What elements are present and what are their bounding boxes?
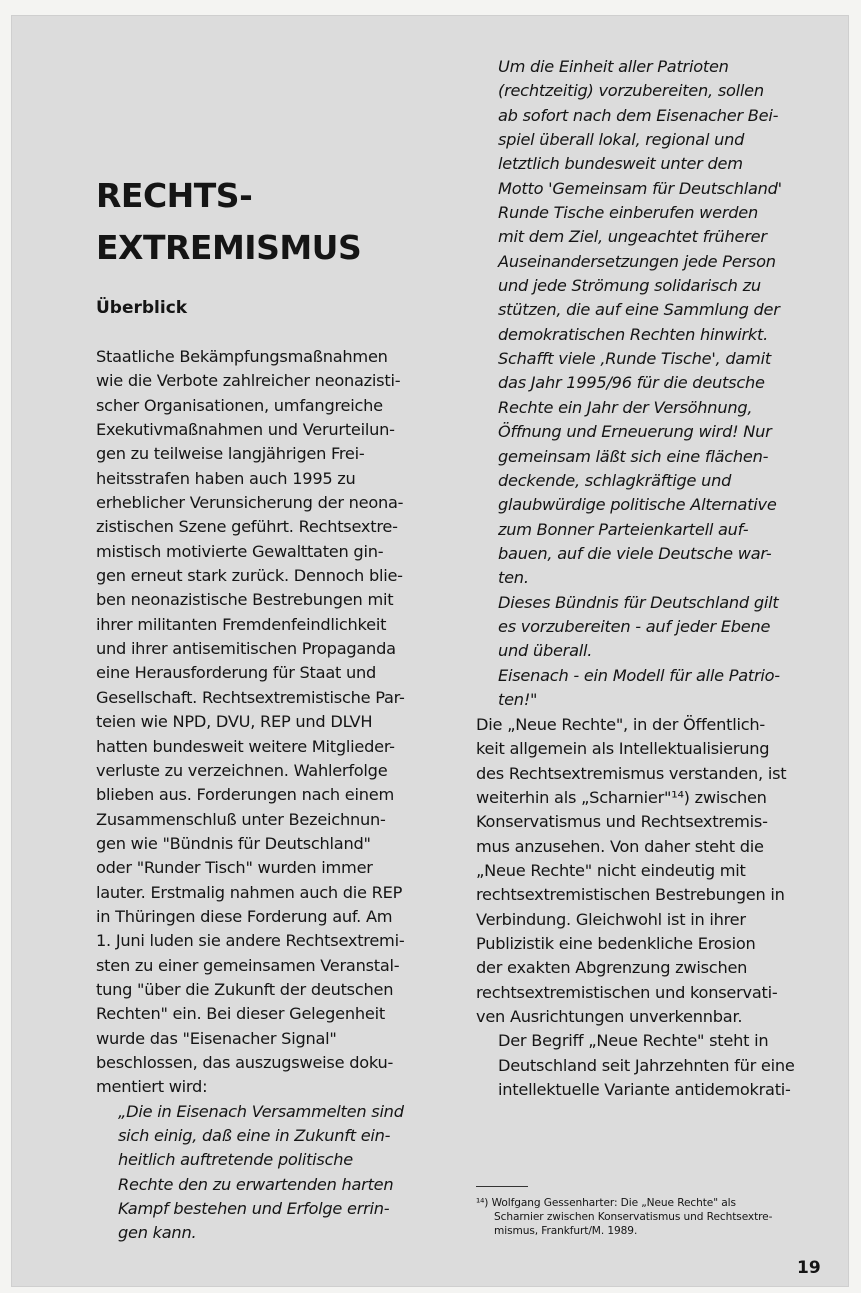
- text-line: mentiert wird:: [96, 1077, 208, 1097]
- text-line: Gesellschaft. Rechtsextremistische Par-: [96, 687, 405, 707]
- footnote-line-text: Wolfgang Gessenharter: Die „Neue Rechte" als: [491, 1197, 736, 1209]
- footnote-text: [476, 1196, 821, 1238]
- text-line: ab sofort nach dem Eisenacher Bei-: [498, 105, 779, 125]
- text-line: „Neue Rechte" nicht eindeutig mit: [476, 861, 746, 881]
- text-line: Der Begriff „Neue Rechte" steht in: [498, 1031, 769, 1051]
- text-line: Öffnung und Erneuerung wird! Nur: [498, 422, 772, 442]
- section-heading: Überblick: [96, 298, 188, 318]
- text-line: ihrer militanten Fremdenfeindlichkeit: [96, 614, 387, 634]
- text-line: heitlich auftretende politische: [118, 1150, 353, 1170]
- text-line: weiterhin als „Scharnier"¹⁴) zwischen: [476, 788, 767, 808]
- text-line: es vorzubereiten - auf jeder Ebene: [498, 616, 771, 636]
- text-line: der exakten Abgrenzung zwischen: [476, 958, 748, 978]
- text-line: Staatliche Bekämpfungsmaßnahmen: [96, 347, 388, 366]
- text-line: mistisch motivierte Gewalttaten gin-: [96, 541, 384, 561]
- text-line: letztlich bundesweit unter dem: [498, 154, 743, 174]
- text-line: gen erneut stark zurück. Dennoch blie-: [96, 566, 403, 586]
- text-line: gen kann.: [118, 1223, 197, 1243]
- text-line: demokratischen Rechten hinwirkt.: [498, 324, 769, 344]
- text-line: Auseinandersetzungen jede Person: [498, 251, 776, 271]
- text-line: rechtsextremistischen Bestrebungen in: [476, 885, 785, 905]
- text-line: und überall.: [498, 641, 593, 661]
- text-line: spiel überall lokal, regional und: [498, 130, 745, 150]
- text-line: intellektuelle Variante antidemokrati-: [498, 1080, 791, 1100]
- text-line: Kampf bestehen und Erfolge errin-: [118, 1199, 390, 1219]
- text-line: Zusammenschluß unter Bezeichnun-: [96, 809, 386, 829]
- text-line: Exekutivmaßnahmen und Verurteilun-: [96, 420, 395, 440]
- text-line: sich einig, daß eine in Zukunft ein-: [118, 1126, 391, 1145]
- text-line: rechtsextremistischen und konservati-: [476, 982, 778, 1002]
- text-line: bauen, auf die viele Deutsche war-: [498, 543, 772, 563]
- page-number: 19: [797, 1258, 821, 1278]
- text-line: und ihrer antisemitischen Propaganda: [96, 639, 396, 659]
- text-line: scher Organisationen, umfangreiche: [96, 395, 383, 415]
- text-line: gen wie "Bündnis für Deutschland": [96, 833, 371, 853]
- text-line: lauter. Erstmalig nahmen auch die REP: [96, 882, 403, 902]
- text-line: Rechte den zu erwartenden harten: [118, 1174, 394, 1194]
- right-quote-text: [498, 55, 833, 712]
- text-line: Die „Neue Rechte", in der Öffentlich-: [476, 715, 765, 734]
- text-line: beschlossen, das auszugsweise doku-: [96, 1052, 394, 1072]
- text-line: das Jahr 1995/96 für die deutsche: [498, 373, 765, 393]
- text-line: gen zu teilweise langjährigen Frei-: [96, 444, 365, 464]
- text-line: des Rechtsextremismus verstanden, ist: [476, 763, 787, 783]
- text-line: keit allgemein als Intellektualisierung: [476, 739, 770, 759]
- right-quote-block: [498, 55, 833, 712]
- text-line: Rechten" ein. Bei dieser Gelegenheit: [96, 1004, 385, 1024]
- footnote-divider: [476, 1186, 528, 1187]
- text-line: ben neonazistische Bestrebungen mit: [96, 590, 394, 610]
- right-body-text: [476, 713, 831, 1103]
- text-line: Um die Einheit aller Patrioten: [498, 57, 729, 76]
- text-line: wie die Verbote zahlreicher neonazisti-: [96, 371, 401, 391]
- text-line: und jede Strömung solidarisch zu: [498, 276, 761, 296]
- paragraph-begriff: [476, 1029, 831, 1102]
- chapter-title: [96, 170, 361, 274]
- text-line: (rechtzeitig) vorzubereiten, sollen: [498, 81, 764, 101]
- text-line: teien wie NPD, DVU, REP und DLVH: [96, 712, 373, 732]
- text-line: sten zu einer gemeinsamen Veranstal-: [96, 955, 400, 975]
- footnote-line: Scharnier zwischen Konservatismus und Rechtsextre-: [494, 1211, 773, 1223]
- footnote: [476, 1196, 821, 1238]
- footnote-line: [476, 1196, 821, 1210]
- text-line: gemeinsam läßt sich eine flächen-: [498, 446, 769, 466]
- left-body-text: [96, 345, 441, 1100]
- text-line: deckende, schlagkräftige und: [498, 470, 732, 490]
- left-column: [96, 345, 441, 1246]
- text-line: Verbindung. Gleichwohl ist in ihrer: [476, 909, 746, 929]
- text-line: wurde das "Eisenacher Signal": [96, 1028, 337, 1048]
- text-line: heitsstrafen haben auch 1995 zu: [96, 468, 356, 488]
- text-line: oder "Runder Tisch" wurden immer: [96, 858, 373, 878]
- page-background: [0, 0, 861, 16]
- text-line: Motto 'Gemeinsam für Deutschland': [498, 178, 782, 198]
- text-line: Konservatismus und Rechtsextremis-: [476, 812, 768, 832]
- text-line: Rechte ein Jahr der Versöhnung,: [498, 397, 753, 417]
- text-line: 1. Juni luden sie andere Rechtsextremi-: [96, 931, 405, 951]
- chapter-title-line: EXTREMISMUS: [96, 228, 362, 267]
- text-line: Schafft viele ‚Runde Tische', damit: [498, 349, 771, 369]
- text-line: blieben aus. Forderungen nach einem: [96, 785, 395, 805]
- text-line: zum Bonner Parteienkartell auf-: [498, 519, 749, 539]
- footnote-line: mismus, Frankfurt/M. 1989.: [494, 1225, 638, 1237]
- text-line: „Die in Eisenach Versammelten sind: [118, 1101, 404, 1121]
- chapter-title-line: RECHTS-: [96, 176, 253, 215]
- text-line: ven Ausrichtungen unverkennbar.: [476, 1007, 743, 1027]
- footnote-marker: ¹⁴): [476, 1197, 492, 1209]
- text-line: zistischen Szene geführt. Rechtsextre-: [96, 517, 398, 537]
- text-line: Deutschland seit Jahrzehnten für eine: [498, 1055, 795, 1075]
- text-line: ten!": [498, 689, 538, 709]
- text-line: mus anzusehen. Von daher steht die: [476, 836, 764, 856]
- text-line: tung "über die Zukunft der deutschen: [96, 979, 394, 999]
- text-line: verluste zu verzeichnen. Wahlerfolge: [96, 760, 388, 780]
- text-line: Eisenach - ein Modell für alle Patrio-: [498, 665, 780, 685]
- paragraph-neue-rechte: [476, 713, 831, 1029]
- text-line: ten.: [498, 568, 529, 588]
- text-line: Runde Tische einberufen werden: [498, 203, 759, 223]
- left-quote-text: [96, 1100, 441, 1246]
- text-line: eine Herausforderung für Staat und: [96, 663, 377, 683]
- text-line: mit dem Ziel, ungeachtet früherer: [498, 227, 767, 247]
- text-line: erheblicher Verunsicherung der neona-: [96, 493, 404, 513]
- text-line: Dieses Bündnis für Deutschland gilt: [498, 592, 779, 612]
- text-line: in Thüringen diese Forderung auf. Am: [96, 906, 393, 926]
- text-line: hatten bundesweit weitere Mitglieder-: [96, 736, 395, 756]
- text-line: glaubwürdige politische Alternative: [498, 495, 777, 515]
- text-line: stützen, die auf eine Sammlung der: [498, 300, 780, 320]
- text-line: Publizistik eine bedenkliche Erosion: [476, 934, 756, 954]
